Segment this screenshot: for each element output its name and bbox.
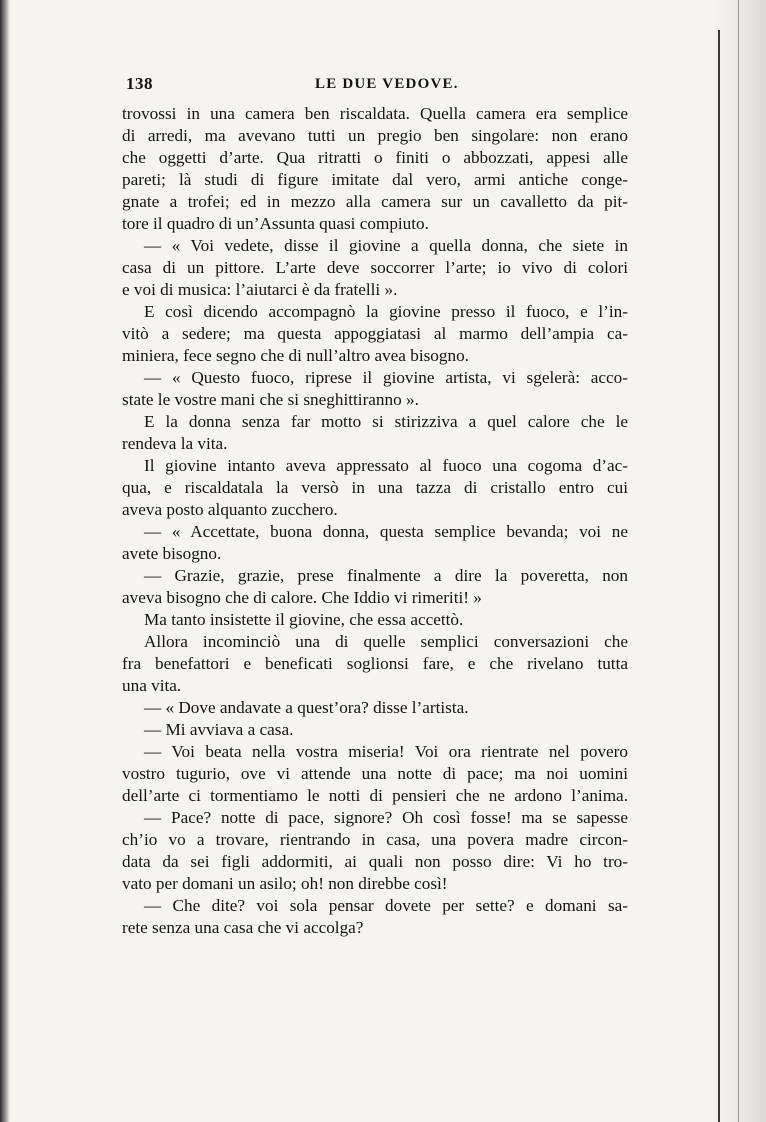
text-line: una vita. [122,676,182,695]
text-line: qua, e riscaldatala la versò in una tazza di cristallo entro cui [122,478,628,497]
page-edge-line [718,30,720,1122]
text-line: e voi di musica: l’aiutarci è da fratelli ». [122,280,398,299]
page-edge-line-secondary [738,0,739,1122]
text-line: vitò a sedere; ma questa appoggiatasi al marmo dell’ampia ca- [122,324,628,343]
text-line: miniera, fece segno che di null’altro avea bisogno. [122,346,469,365]
text-line: E la donna senza far motto si stirizziva a quel calore che le [144,412,628,431]
text-line: casa di un pittore. L’arte deve soccorrer l’arte; io vivo di colori [122,258,628,277]
text-line: — « Dove andavate a quest’ora? disse l’artista. [144,698,469,717]
text-line: — Mi avviava a casa. [144,720,294,739]
text-line: vato per domani un asilo; oh! non direbbe così! [122,874,448,893]
text-line: pareti; là studi di figure imitate dal vero, armi antiche conge- [122,170,628,189]
text-line: che oggetti d’arte. Qua ritratti o finiti o abbozzati, appesi alle [122,148,628,167]
running-header [126,74,630,98]
text-line: dell’arte ci tormentiamo le notti di pensieri che ne ardono l’anima. [122,786,628,805]
text-line: state le vostre mani che si sneghittiranno ». [122,390,419,409]
text-line: rendeva la vita. [122,434,228,453]
text-line: di arredi, ma avevano tutti un pregio ben singolare: non erano [122,126,628,145]
binding-shadow [0,0,10,1122]
text-line: — « Accettate, buona donna, questa semplice bevanda; voi ne [144,522,628,541]
text-line: rete senza una casa che vi accolga? [122,918,364,937]
text-line: Ma tanto insistette il giovine, che essa accettò. [144,610,464,629]
text-line: aveva bisogno che di calore. Che Iddio vi rimeriti! » [122,588,482,607]
text-line: tore il quadro di un’Assunta quasi compiuto. [122,214,429,233]
text-line: Il giovine intanto aveva appressato al fuoco una cogoma d’ac- [144,456,628,475]
body-text [122,103,628,939]
text-line: — « Voi vedete, disse il giovine a quella donna, che siete in [144,236,628,255]
text-line: — « Questo fuoco, riprese il giovine artista, vi sgelerà: acco- [144,368,628,387]
text-line: ch’io vo a trovare, rientrando in casa, una povera madre circon- [122,830,628,849]
running-title: LE DUE VEDOVE. [315,76,459,92]
text-line: Allora incominciò una di quelle semplici conversazioni che [144,632,628,651]
text-line: gnate a trofei; ed in mezzo alla camera sur un cavalletto da pit- [122,192,628,211]
text-line: trovossi in una camera ben riscaldata. Quella camera era semplice [122,104,628,123]
text-line: — Voi beata nella vostra miseria! Voi ora rientrate nel povero [144,742,628,761]
text-line: — Pace? notte di pace, signore? Oh così fosse! ma se sapesse [144,808,628,827]
text-line: data da sei figli addormiti, ai quali non posso dire: Vi ho tro- [122,852,628,871]
text-line: aveva posto alquanto zucchero. [122,500,338,519]
page-edge [712,0,766,1122]
text-line: avete bisogno. [122,544,222,563]
text-line: — Che dite? voi sola pensar dovete per sette? e domani sa- [144,896,628,915]
text-line: vostro tugurio, ove vi attende una notte di pace; ma noi uomini [122,764,628,783]
text-line: E così dicendo accompagnò la giovine presso il fuoco, e l’in- [144,302,628,321]
page-number: 138 [126,74,153,93]
text-line: fra benefattori e beneficati soglionsi fare, e che rivelano tutta [122,654,628,673]
text-line: — Grazie, grazie, prese finalmente a dire la poveretta, non [144,566,628,585]
